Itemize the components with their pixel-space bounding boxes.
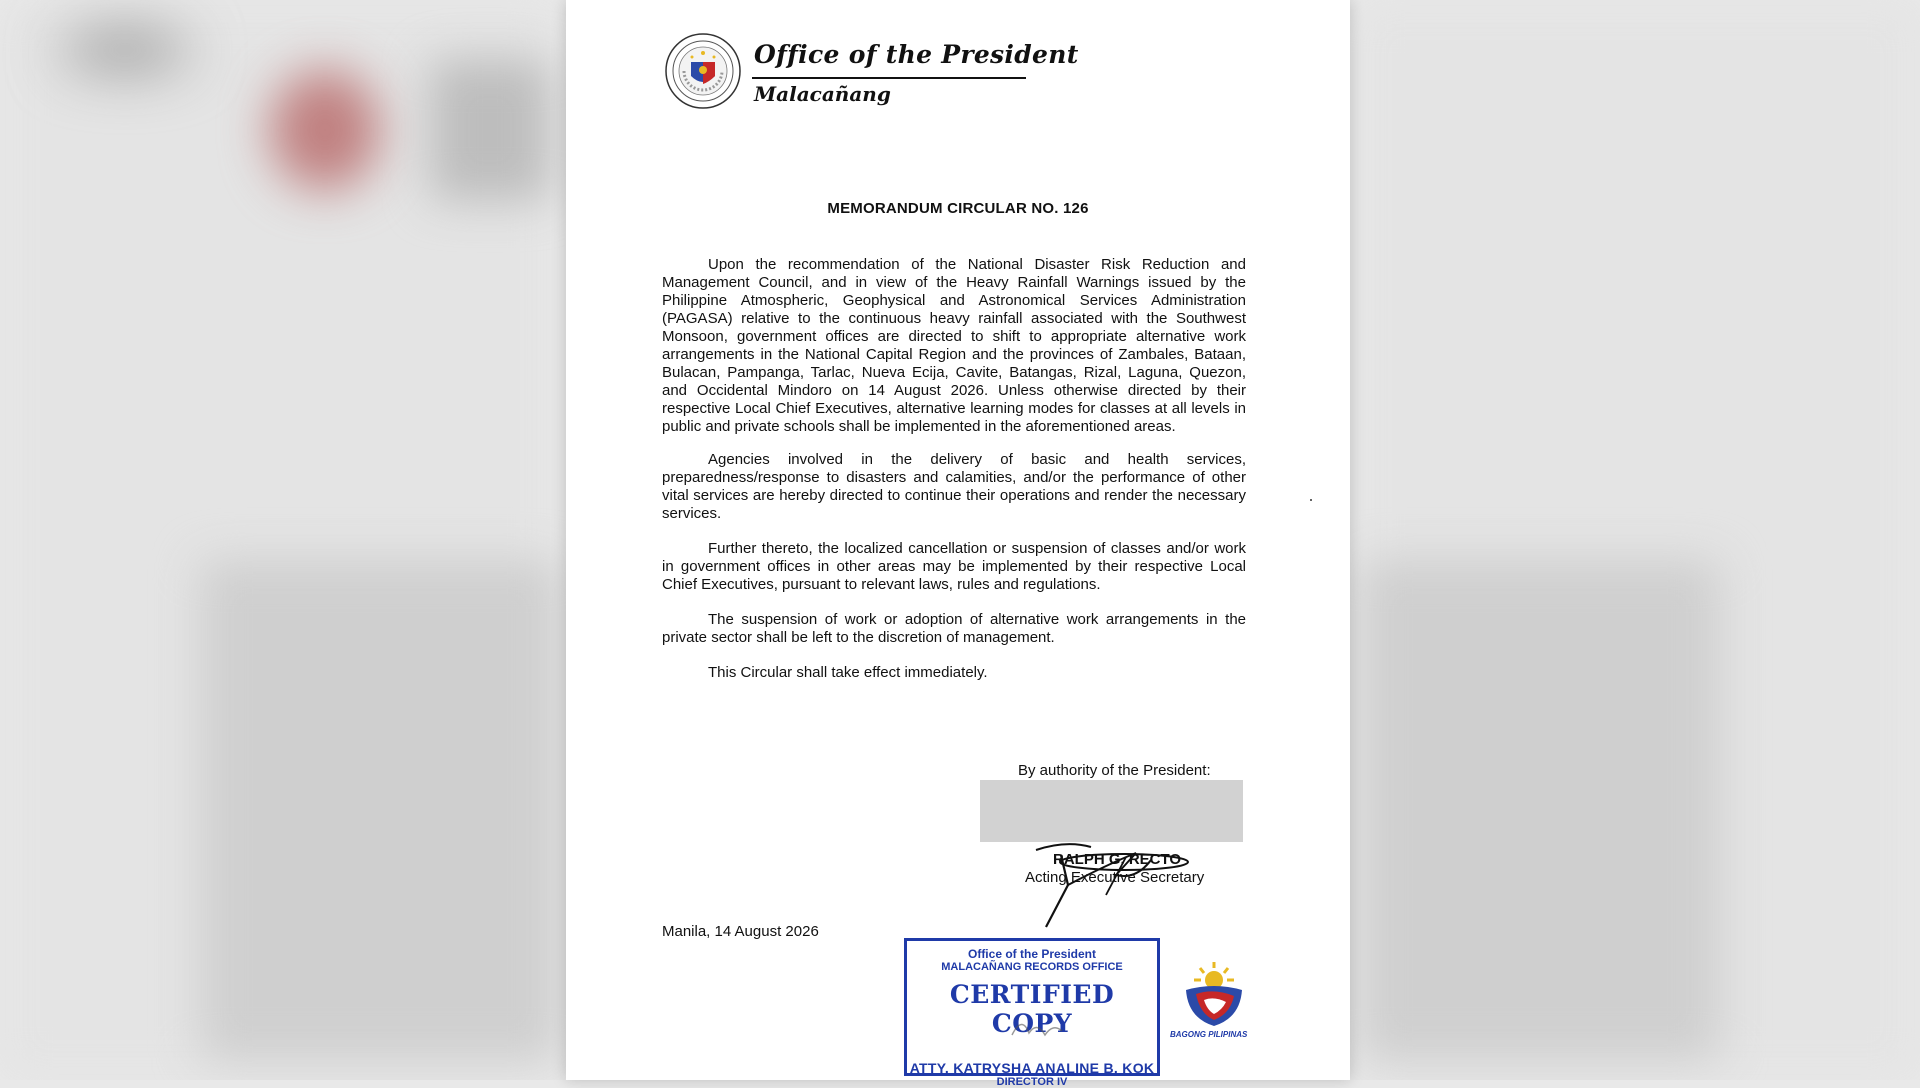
memo-paragraph: The suspension of work or adoption of alternative work arrangements in the private sector shall be left to the discretion of management. (662, 611, 1246, 646)
stamp-office: Office of the President (967, 947, 1097, 961)
stamp-certified-copy: CERTIFIED COPY (949, 980, 1115, 1038)
certified-copy-stamp (904, 938, 1160, 1088)
authority-line: By authority of the President: (1018, 762, 1211, 779)
signer-title: Acting Executive Secretary (1025, 869, 1205, 886)
memo-title: MEMORANDUM CIRCULAR NO. 126 (827, 200, 1089, 217)
bagong-pilipinas-logo-icon (1174, 958, 1254, 1028)
office-location: Malacañang (754, 82, 891, 106)
bagong-pilipinas-label: BAGONG PILIPINAS (1170, 1030, 1248, 1039)
presidential-seal-icon (664, 32, 742, 110)
signer-name: RALPH G. RECTO (1053, 851, 1182, 868)
place-date: Manila, 14 August 2026 (662, 923, 819, 940)
stamp-officer-name: ATTY. KATRYSHA ANALINE B. KOK (909, 1060, 1155, 1076)
handwritten-signature (1006, 835, 1206, 935)
redaction-box (980, 780, 1243, 842)
memo-paragraph: Agencies involved in the delivery of basic and health services, preparedness/response to disasters and calamities, and/or the performance of other vital services are hereby directed to continue their operations and render the necessary services. (662, 451, 1246, 522)
memo-paragraph: This Circular shall take effect immediately. (708, 664, 988, 681)
memo-body (662, 256, 1246, 697)
memo-paragraph: Further thereto, the localized cancellation or suspension of classes and/or work in government offices in other areas may be implemented by their respective Local Chief Executives, pursuant to relevant laws, rules and regulations. (662, 540, 1246, 593)
office-title: Office of the President (754, 40, 1079, 69)
stamp-officer-position: DIRECTOR IV (996, 1076, 1068, 1088)
memo-paragraph: Upon the recommendation of the National Disaster Risk Reduction and Management Council, and in view of the Heavy Rainfall Warnings issued by the Philippine Atmospheric, Geophysical and Astronomical Services Administration (PAGASA) relative to the continuous heavy rainfall associated with the Southwest Monsoon, government offices are directed to shift to appropriate alternative work arrangements in the National Capital Region and the provinces of Zambales, Bataan, Bulacan, Pampanga, Tarlac, Nueva Ecija, Cavite, Batangas, Rizal, Laguna, Quezon, and Occidental Mindoro on 14 August 2026. Unless otherwise directed by their respective Local Chief Executives, alternative learning modes for classes at all levels in public and private schools shall be implemented in the aforementioned areas. (662, 256, 1246, 435)
header-rule (752, 77, 1026, 79)
stamp-records-office: MALACAÑANG RECORDS OFFICE (941, 961, 1123, 973)
memo-document (566, 0, 1350, 1088)
scan-speck (1310, 499, 1312, 501)
stamp-initial-scribble (1007, 1013, 1067, 1043)
